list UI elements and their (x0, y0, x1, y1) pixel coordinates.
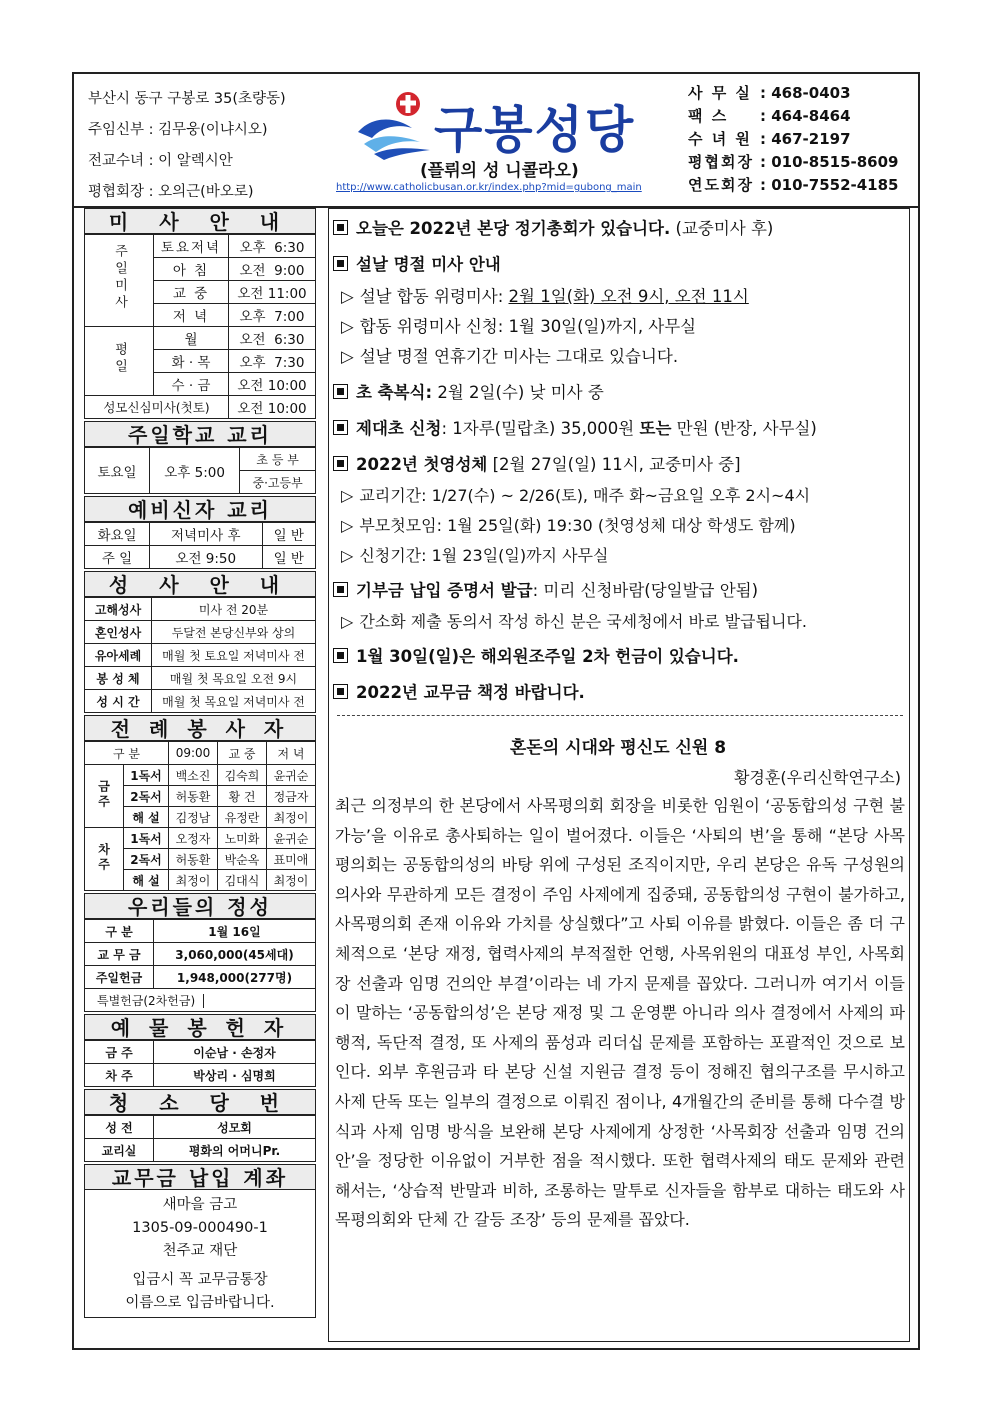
server-cell: 김정남 (169, 807, 218, 828)
sac-name: 유아세례 (85, 644, 152, 667)
notice-first-communion (333, 451, 741, 475)
notice-6-rest: : 미리 신청바람(당일발급 안됨) (532, 581, 759, 600)
server-cell: 황 건 (217, 786, 266, 807)
school-table (84, 447, 316, 494)
contact-row (688, 174, 898, 197)
server-cell: 백소진 (169, 765, 218, 786)
contact-row (688, 82, 898, 105)
mass-table (84, 234, 316, 419)
notice-4-rest: : 1자루(밀랍초) 35,000원 (441, 419, 640, 438)
mass-name: 월 (154, 327, 229, 350)
offering-label (85, 989, 316, 1012)
notice-5a-text: 교리기간: 1/27(수) ~ 2/26(토), 매주 화~금요일 오후 2시~4시 (359, 486, 811, 505)
contact-label: 연도회장 (688, 176, 754, 194)
notice-4-or: 또는 (639, 419, 672, 438)
mass-time: 오전 11:00 (229, 281, 316, 304)
gift-row (85, 1041, 316, 1064)
article-title: 혼돈의 시대와 평신도 신원 8 (509, 738, 727, 758)
server-cell: 허동환 (169, 849, 218, 870)
cat-time: 오전 9:50 (150, 546, 263, 569)
cleaning-title: 청 소 당 번 (84, 1089, 316, 1115)
first-sat-mass: 성모신심미사(첫토) (85, 396, 229, 419)
contact-value: : 010-8515-8609 (760, 153, 899, 171)
server-head (85, 742, 316, 765)
school-time: 오후 5:00 (150, 448, 240, 494)
account-line: 입금시 꼭 교무금통장 (132, 1272, 268, 1288)
cleaning-table (84, 1115, 316, 1162)
church-name: 구봉성당 (434, 101, 636, 159)
server-week-label-text: 차주 (96, 842, 111, 873)
notice-1-rest: (교중미사 후) (670, 219, 774, 238)
left-column (84, 208, 316, 1342)
notice-2c-text: 설날 명절 연휴기간 미사는 그대로 있습니다. (359, 347, 679, 366)
cat-day: 화요일 (85, 523, 150, 546)
bullet-square-icon (333, 582, 348, 597)
catechumen-title: 예비신자 교리 (84, 496, 316, 522)
sacrament-row (85, 598, 316, 621)
contact-label: 팩 스 (688, 107, 729, 125)
sac-name: 봉 성 체 (85, 667, 152, 690)
mass-name: 수 · 금 (154, 373, 229, 396)
server-cell: 유정란 (217, 807, 266, 828)
notice-2a-label: 설날 합동 위령미사: (359, 287, 509, 306)
notice-4-rest2: 만원 (반장, 사무실) (671, 419, 817, 438)
notice-6a (341, 609, 807, 632)
notice-2b-text: 합동 위령미사 신청: 1월 30일(일)까지, 사무실 (359, 317, 697, 336)
gift-title: 예 물 봉 헌 자 (84, 1014, 316, 1040)
sacrament-title: 성 사 안 내 (84, 571, 316, 597)
contact-value: : 464-8464 (760, 107, 851, 125)
notice-altar-candle (333, 415, 817, 439)
school-title: 주일학교 교리 (84, 421, 316, 447)
offering-row (85, 966, 316, 989)
cat-type: 일 반 (262, 523, 315, 546)
sunday-mass-label-text: 주일미사 (112, 244, 127, 312)
mass-name: 화 · 목 (154, 350, 229, 373)
contact-list (688, 82, 898, 197)
notice-second-collection (333, 643, 739, 667)
sister: 전교수녀 : 이 알렉시안 (88, 153, 233, 169)
address: 부산시 동구 구봉로 35(초량동) (88, 91, 286, 107)
server-cell: 윤귀순 (266, 765, 315, 786)
offering-value: 1,948,000(277명) (154, 966, 316, 989)
cleaning-label: 성 전 (85, 1116, 154, 1139)
bullet-square-icon (333, 256, 348, 271)
server-cell: 박순옥 (217, 849, 266, 870)
gift-row (85, 1064, 316, 1087)
notice-6a-text: 간소화 제출 동의서 작성 하신 분은 국세청에서 바로 발급됩니다. (359, 612, 807, 631)
gift-label: 금 주 (85, 1041, 154, 1064)
offering-label: 주일헌금 (85, 966, 154, 989)
gift-label: 차 주 (85, 1064, 154, 1087)
server-week-label (85, 828, 124, 891)
server-week-label-text: 금주 (96, 779, 111, 810)
header-info (88, 84, 286, 208)
contact-label: 수 녀 원 (688, 130, 752, 148)
server-cell: 노미화 (217, 828, 266, 849)
catechumen-row (85, 523, 316, 546)
notice-2b (341, 313, 696, 337)
server-cell: 표미애 (266, 849, 315, 870)
server-row (85, 828, 316, 849)
school-elementary: 초 등 부 (240, 448, 316, 471)
notice-3-bold: 초 축복식: (356, 383, 433, 402)
cat-type: 일 반 (262, 546, 315, 569)
server-cell: 김대식 (217, 870, 266, 891)
server-cell: 오정자 (169, 828, 218, 849)
notice-2a-date: 2월 1일(화) 오전 9시, 오전 11시 (508, 287, 749, 306)
triangle-bullet-icon: ▷ (341, 546, 354, 565)
server-title: 전 례 봉 사 자 (84, 715, 316, 741)
notice-5-bold: 2022년 첫영성체 (356, 455, 488, 474)
triangle-bullet-icon: ▷ (341, 516, 354, 535)
notice-3-rest: 2월 2일(수) 낮 미사 중 (432, 383, 604, 402)
mass-name: 교 중 (154, 281, 229, 304)
notice-6-bold: 기부금 납입 증명서 발급 (356, 581, 533, 600)
cleaning-label: 교리실 (85, 1139, 154, 1162)
notice-5c (341, 543, 608, 566)
school-middle-high: 중·고등부 (240, 471, 316, 494)
sac-desc: 매월 첫 토요일 저녁미사 전 (152, 644, 316, 667)
mass-name: 아 침 (154, 258, 229, 281)
server-cell: 1독서 (124, 828, 169, 849)
account-title: 교무금 납입 계좌 (84, 1164, 316, 1190)
server-head-cell: 저 녁 (266, 742, 315, 765)
bullet-square-icon (333, 220, 348, 235)
cleaning-value: 성모회 (154, 1116, 316, 1139)
server-cell: 해 설 (124, 870, 169, 891)
sacrament-row (85, 667, 316, 690)
notice-donation-receipt (333, 577, 758, 601)
sac-desc: 두달전 본당신부와 상의 (152, 621, 316, 644)
offering-label: 교 무 금 (85, 943, 154, 966)
server-cell: 김숙희 (217, 765, 266, 786)
notice-5b (341, 513, 796, 536)
server-head-cell: 09:00 (169, 742, 218, 765)
cleaning-row (85, 1139, 316, 1162)
sacrament-row (85, 690, 316, 713)
gift-value: 이순남 · 손정자 (154, 1041, 316, 1064)
notice-2a (341, 283, 749, 307)
contact-value: : 467-2197 (760, 130, 851, 148)
mass-time: 오전 10:00 (229, 396, 316, 419)
contact-label: 평협회장 (688, 153, 754, 171)
gift-table (84, 1040, 316, 1087)
article-body: 최근 의정부의 한 본당에서 사목평의회 회장을 비롯한 임원이 ‘공동합의성 구현 불가능’을 이유로 총사퇴하는 일이 벌어졌다. 이들은 ‘사퇴의 변’을 통해 “본당 사목평의회는 공동합의성의 바탕 위에 구성된 조직이지만, 우리 본당은 유독 구성원의 의사와 무관하게 모든 결정이 주임 사제에게 집중돼, 공동합의성 구현이 불가하고, 사목평의회 존재 이유와 가치를 상실했다”고 사퇴 이유를 밝혔다. 이들은 좀 더 구체적으로 ‘본당 재정, 협력사제의 부적절한 언행, 사목위원의 대표성 부인, 사목회장 선출과 임명 건의안 부결’이라는 네 가지 문제를 꼽았다. 그러니까 여기서 이들이 말하는 ‘공동합의성’은 본당 재정 및 그 운영뿐 아니라 의사 결정에서 사제의 파행적, 독단적 결정, 또 사제의 품성과 리더십 문제를 포함하는 포괄적인 것으로 보인다. 외부 후원금과 타 본당 신설 지원금 결정 등이 정해진 협의구조를 무시하고 사제 단독 또는 일부의 결정으로 이뤄진 점이나, 4개월간의 준비를 통해 다수결 방식과 사제 임명 방식을 보완해 본당 사제에게 상정한 ‘사목회장 선출과 임명 건의안’을 정당한 이유없이 거부한 점을 적시했다. 또한 협력사제의 태도 문제와 관련해서는, ‘상습적 반말과 비하, 조롱하는 말투로 신자들을 함부로 대하는 태도와 사목평의회와 단체 간 갈등 조장’ 등의 문제를 꼽았다. (335, 796, 905, 1230)
triangle-bullet-icon: ▷ (341, 612, 354, 631)
header (74, 74, 918, 208)
server-head-cell: 교 중 (217, 742, 266, 765)
contact-row (688, 151, 898, 174)
notice-general-assembly (333, 215, 773, 239)
article-author: 황경훈(우리신학연구소) (733, 768, 901, 787)
school-day: 토요일 (85, 448, 150, 494)
server-cell: 2독서 (124, 849, 169, 870)
council-president: 평협회장 : 오의근(바오로) (88, 184, 254, 200)
notices-panel (328, 208, 910, 1342)
bullet-square-icon (333, 384, 348, 399)
account-box (84, 1190, 316, 1318)
notice-5a (341, 483, 810, 506)
notice-2: 설날 명절 미사 안내 (356, 255, 501, 274)
church-logo-icon (354, 88, 440, 160)
cleaning-value: 평화의 어머니Pr. (154, 1139, 316, 1162)
bullet-square-icon (333, 456, 348, 471)
sac-name: 고해성사 (85, 598, 152, 621)
catechumen-row (85, 546, 316, 569)
notice-lunar-new-year (333, 251, 501, 275)
notice-candle-blessing (333, 379, 604, 403)
server-cell: 2독서 (124, 786, 169, 807)
mass-time: 오전 6:30 (229, 327, 316, 350)
notice-8: 2022년 교무금 책정 바랍니다. (356, 683, 585, 702)
notice-7: 1월 30일(일)은 해외원조주일 2차 헌금이 있습니다. (356, 647, 739, 666)
server-cell: 윤귀순 (266, 828, 315, 849)
server-cell: 최정이 (266, 870, 315, 891)
sacrament-row (85, 621, 316, 644)
mass-name: 토요저녁 (154, 235, 229, 258)
sac-desc: 매월 첫 목요일 저녁미사 전 (152, 690, 316, 713)
contact-row (688, 105, 898, 128)
notice-5c-text: 신청기간: 1월 23일(일)까지 사무실 (359, 546, 609, 565)
offering-value: 3,060,000(45세대) (154, 943, 316, 966)
mass-row (85, 396, 316, 419)
homepage-link[interactable]: http://www.catholicbusan.or.kr/index.php?mid=gubong_main (336, 182, 642, 193)
sacrament-table (84, 597, 316, 713)
bullet-square-icon (333, 420, 348, 435)
account-line: 1305-09-000490-1 (132, 1220, 268, 1236)
account-line: 이름으로 입금바랍니다. (125, 1295, 275, 1311)
triangle-bullet-icon: ▷ (341, 486, 354, 505)
sacrament-row (85, 644, 316, 667)
server-week-label (85, 765, 124, 828)
contact-value: : 010-7552-4185 (760, 176, 899, 194)
offering-label: 구 분 (85, 920, 154, 943)
mass-row (85, 327, 316, 350)
patron-saint: (플뤼의 성 니콜라오) (420, 161, 579, 181)
gift-value: 박상리 · 심명희 (154, 1064, 316, 1087)
pastor: 주임신부 : 김무웅(이냐시오) (88, 122, 268, 138)
sac-name: 혼인성사 (85, 621, 152, 644)
weekday-mass-label-text: 평일 (112, 341, 127, 376)
triangle-bullet-icon: ▷ (341, 317, 354, 336)
mass-row (85, 235, 316, 258)
server-cell: 해 설 (124, 807, 169, 828)
contact-value: : 468-0403 (760, 84, 851, 102)
bullet-square-icon (333, 648, 348, 663)
mass-time: 오후 7:30 (229, 350, 316, 373)
triangle-bullet-icon: ▷ (341, 347, 354, 366)
mass-time: 오후 6:30 (229, 235, 316, 258)
mass-time: 오전 9:00 (229, 258, 316, 281)
notice-2c (341, 343, 678, 367)
cat-time: 저녁미사 후 (150, 523, 263, 546)
contact-label: 사 무 실 (688, 84, 752, 102)
server-row (85, 765, 316, 786)
contact-row (688, 128, 898, 151)
server-cell: 허동환 (169, 786, 218, 807)
weekday-mass-label (85, 327, 154, 396)
bulletin-frame (72, 72, 920, 1350)
offering-title: 우리들의 정성 (84, 893, 316, 919)
mass-time: 오후 7:00 (229, 304, 316, 327)
special-offering-label: 특별헌금(2차헌금) (97, 994, 204, 1008)
catechumen-table (84, 522, 316, 569)
sac-desc: 미사 전 20분 (152, 598, 316, 621)
notice-4-bold: 제대초 신청 (356, 419, 442, 438)
sac-name: 성 시 간 (85, 690, 152, 713)
notice-church-dues (333, 679, 585, 703)
mass-time: 오전 10:00 (229, 373, 316, 396)
triangle-bullet-icon: ▷ (341, 287, 354, 306)
offering-row (85, 943, 316, 966)
sunday-mass-label (85, 235, 154, 327)
sac-desc: 매월 첫 목요일 오전 9시 (152, 667, 316, 690)
server-cell: 1독서 (124, 765, 169, 786)
bullet-square-icon (333, 684, 348, 699)
offering-value: 1월 16일 (154, 920, 316, 943)
account-line: 천주교 재단 (162, 1243, 238, 1259)
cleaning-row (85, 1116, 316, 1139)
logo (336, 86, 684, 204)
notice-1-bold: 오늘은 2022년 본당 정기총회가 있습니다. (356, 219, 671, 238)
offering-row (85, 989, 316, 1012)
mass-title: 미 사 안 내 (84, 208, 316, 234)
server-head-cell: 구 분 (85, 742, 169, 765)
offering-row (85, 920, 316, 943)
mass-name: 저 녁 (154, 304, 229, 327)
notice-5b-text: 부모첫모임: 1월 25일(화) 19:30 (첫영성체 대상 학생도 함께) (359, 516, 796, 535)
account-line: 새마을 금고 (162, 1197, 238, 1213)
server-table (84, 741, 316, 891)
notice-5-rest: [2월 27일(일) 11시, 교중미사 중] (487, 455, 741, 474)
server-cell: 최정이 (266, 807, 315, 828)
divider (337, 715, 903, 716)
server-cell: 최정이 (169, 870, 218, 891)
offering-table (84, 919, 316, 1012)
cat-day: 주 일 (85, 546, 150, 569)
server-cell: 정금자 (266, 786, 315, 807)
